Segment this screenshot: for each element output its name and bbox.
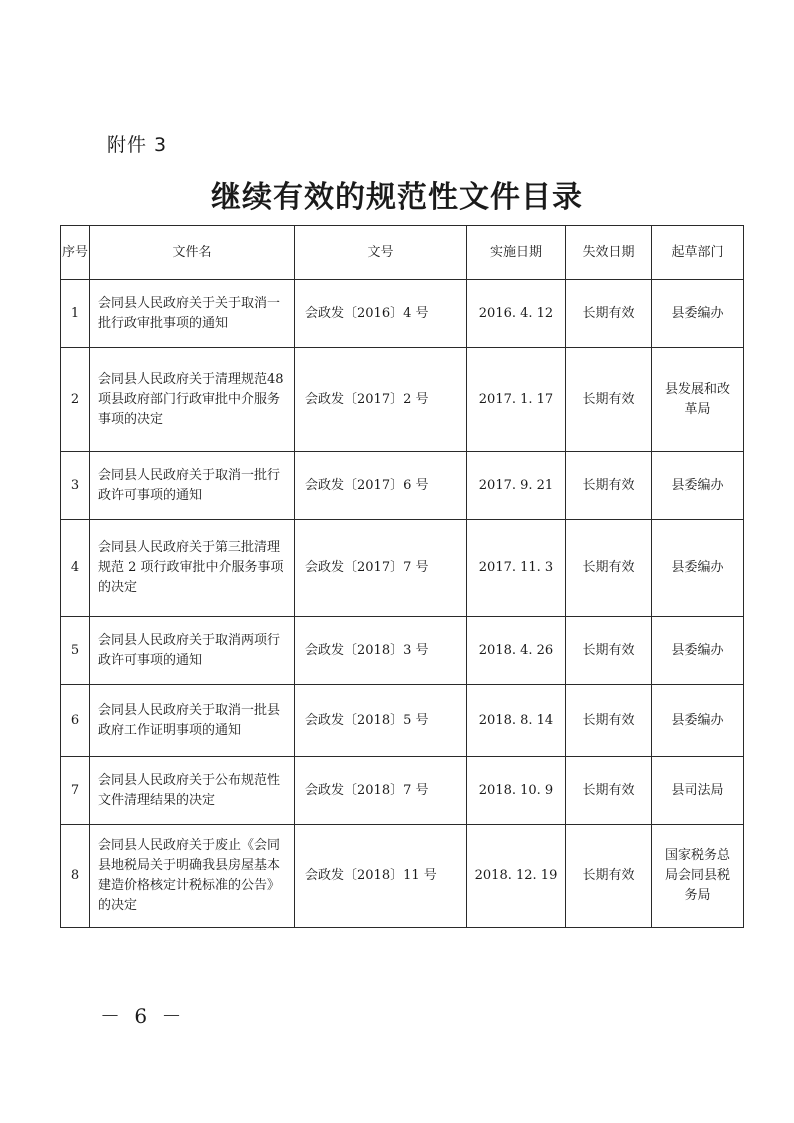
cell-department: 县委编办: [652, 617, 744, 685]
cell-department: 县委编办: [652, 280, 744, 348]
cell-expiry-date: 长期有效: [566, 825, 652, 928]
cell-doc-no: 会政发〔2017〕7 号: [295, 520, 467, 617]
cell-name: 会同县人民政府关于废止《会同县地税局关于明确我县房屋基本建造价格核定计税标准的公告》的决定: [90, 825, 295, 928]
cell-effective-date: 2017. 9. 21: [467, 452, 566, 520]
cell-doc-no: 会政发〔2018〕11 号: [295, 825, 467, 928]
header-effective-date: 实施日期: [467, 226, 566, 280]
cell-index: 5: [61, 617, 90, 685]
table-row: [61, 825, 744, 928]
cell-name: 会同县人民政府关于取消一批行政许可事项的通知: [90, 452, 295, 520]
cell-index: 6: [61, 685, 90, 757]
cell-index: 8: [61, 825, 90, 928]
header-department: 起草部门: [652, 226, 744, 280]
cell-name: 会同县人民政府关于清理规范48 项县政府部门行政审批中介服务事项的决定: [90, 348, 295, 452]
cell-doc-no: 会政发〔2018〕3 号: [295, 617, 467, 685]
table-row: [61, 757, 744, 825]
cell-index: 3: [61, 452, 90, 520]
table-row: [61, 617, 744, 685]
page-number: － 6 －: [100, 1004, 186, 1028]
cell-effective-date: 2018. 8. 14: [467, 685, 566, 757]
cell-expiry-date: 长期有效: [566, 617, 652, 685]
cell-department: 县委编办: [652, 685, 744, 757]
cell-name: 会同县人民政府关于取消两项行政许可事项的通知: [90, 617, 295, 685]
cell-effective-date: 2017. 11. 3: [467, 520, 566, 617]
cell-expiry-date: 长期有效: [566, 280, 652, 348]
cell-expiry-date: 长期有效: [566, 452, 652, 520]
cell-expiry-date: 长期有效: [566, 348, 652, 452]
cell-name: 会同县人民政府关于公布规范性文件清理结果的决定: [90, 757, 295, 825]
table-header-row: [61, 226, 744, 280]
cell-doc-no: 会政发〔2016〕4 号: [295, 280, 467, 348]
attachment-label: 附件 3: [107, 134, 168, 156]
table-row: [61, 685, 744, 757]
cell-effective-date: 2018. 4. 26: [467, 617, 566, 685]
cell-department: 县司法局: [652, 757, 744, 825]
cell-index: 2: [61, 348, 90, 452]
table-row: [61, 280, 744, 348]
cell-department: 县委编办: [652, 452, 744, 520]
cell-doc-no: 会政发〔2018〕5 号: [295, 685, 467, 757]
cell-name: 会同县人民政府关于关于取消一批行政审批事项的通知: [90, 280, 295, 348]
header-expiry-date: 失效日期: [566, 226, 652, 280]
cell-department: 县发展和改革局: [652, 348, 744, 452]
cell-index: 7: [61, 757, 90, 825]
document-title: 继续有效的规范性文件目录: [211, 180, 583, 215]
cell-effective-date: 2017. 1. 17: [467, 348, 566, 452]
cell-expiry-date: 长期有效: [566, 685, 652, 757]
table-row: [61, 520, 744, 617]
table-row: [61, 452, 744, 520]
cell-effective-date: 2018. 12. 19: [467, 825, 566, 928]
cell-index: 4: [61, 520, 90, 617]
document-catalog-table: [60, 225, 744, 928]
cell-department: 县委编办: [652, 520, 744, 617]
cell-expiry-date: 长期有效: [566, 757, 652, 825]
cell-doc-no: 会政发〔2017〕2 号: [295, 348, 467, 452]
cell-doc-no: 会政发〔2017〕6 号: [295, 452, 467, 520]
cell-index: 1: [61, 280, 90, 348]
header-doc-no: 文号: [295, 226, 467, 280]
cell-doc-no: 会政发〔2018〕7 号: [295, 757, 467, 825]
cell-name: 会同县人民政府关于取消一批县政府工作证明事项的通知: [90, 685, 295, 757]
cell-effective-date: 2016. 4. 12: [467, 280, 566, 348]
cell-department: 国家税务总局会同县税务局: [652, 825, 744, 928]
cell-name: 会同县人民政府关于第三批清理规范 2 项行政审批中介服务事项的决定: [90, 520, 295, 617]
header-name: 文件名: [90, 226, 295, 280]
header-index: 序号: [61, 226, 90, 280]
cell-effective-date: 2018. 10. 9: [467, 757, 566, 825]
table-row: [61, 348, 744, 452]
cell-expiry-date: 长期有效: [566, 520, 652, 617]
